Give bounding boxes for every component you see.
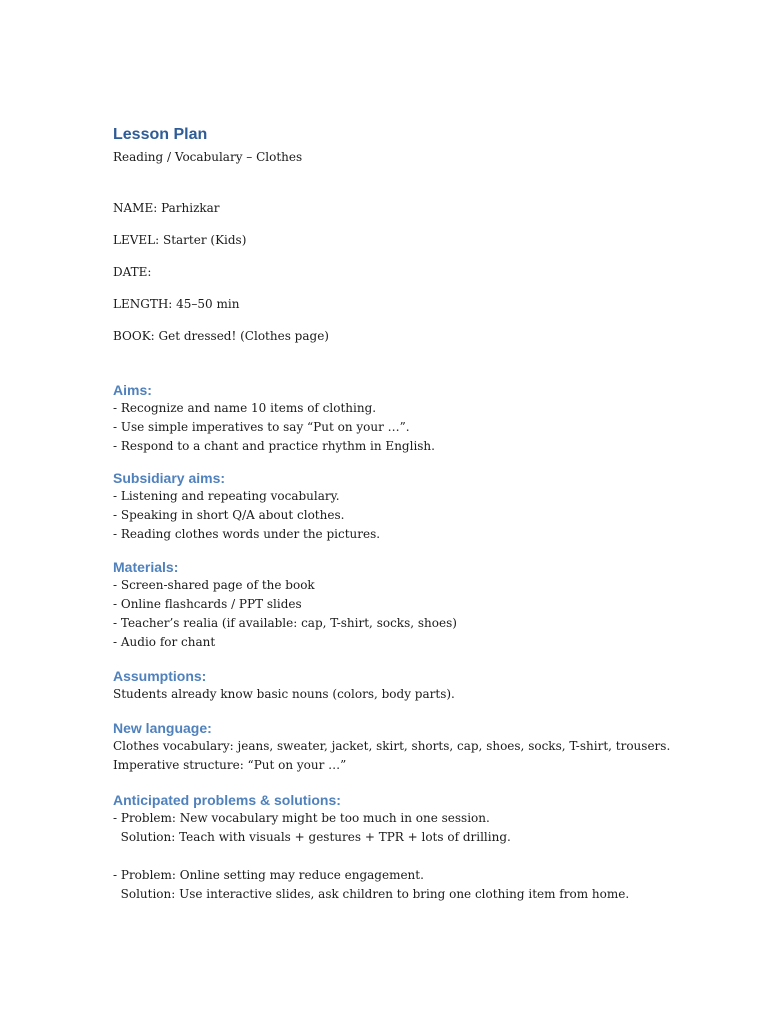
page-subtitle: Reading / Vocabulary – Clothes (113, 150, 303, 164)
list-item: - Problem: New vocabulary might be too much in one session. (113, 811, 490, 825)
list-item: - Recognize and name 10 items of clothing. (113, 401, 377, 415)
section-heading: Assumptions: (113, 668, 207, 684)
document-page (113, 125, 733, 904)
list-item: Students already know basic nouns (colors, body parts). (113, 687, 455, 701)
info-book: BOOK: Get dressed! (Clothes page) (113, 329, 329, 343)
section-aims (113, 381, 733, 456)
list-item: Clothes vocabulary: jeans, sweater, jacket, skirt, shorts, cap, shoes, socks, T-shirt, trousers. (113, 739, 671, 753)
list-item: - Speaking in short Q/A about clothes. (113, 508, 345, 522)
list-item: - Use simple imperatives to say “Put on your …”. (113, 420, 410, 434)
section-heading: Materials: (113, 559, 179, 575)
section-materials (113, 558, 733, 652)
section-heading: Anticipated problems & solutions: (113, 792, 341, 808)
info-name: NAME: Parhizkar (113, 201, 220, 215)
spacer (113, 847, 733, 866)
list-item: Imperative structure: “Put on your …” (113, 758, 347, 772)
section-heading: New language: (113, 720, 212, 736)
info-date: DATE: (113, 265, 152, 279)
page-title: Lesson Plan (113, 126, 208, 143)
section-assumptions (113, 667, 733, 704)
list-item: - Teacher’s realia (if available: cap, T-shirt, socks, shoes) (113, 616, 457, 630)
list-item: Solution: Use interactive slides, ask children to bring one clothing item from home. (113, 887, 630, 901)
info-level: LEVEL: Starter (Kids) (113, 233, 247, 247)
list-item: - Listening and repeating vocabulary. (113, 489, 340, 503)
section-subsidiary-aims (113, 469, 733, 544)
section-heading: Aims: (113, 382, 152, 398)
list-item: - Screen-shared page of the book (113, 578, 315, 592)
list-item: - Reading clothes words under the pictures. (113, 527, 381, 541)
list-item: - Online flashcards / PPT slides (113, 597, 302, 611)
list-item: - Audio for chant (113, 635, 216, 649)
list-item: - Problem: Online setting may reduce engagement. (113, 868, 424, 882)
list-item: - Respond to a chant and practice rhythm in English. (113, 439, 435, 453)
info-length: LENGTH: 45–50 min (113, 297, 240, 311)
section-anticipated-problems (113, 791, 733, 904)
section-new-language (113, 719, 733, 775)
section-heading: Subsidiary aims: (113, 470, 226, 486)
list-item: Solution: Teach with visuals + gestures + TPR + lots of drilling. (113, 830, 511, 844)
